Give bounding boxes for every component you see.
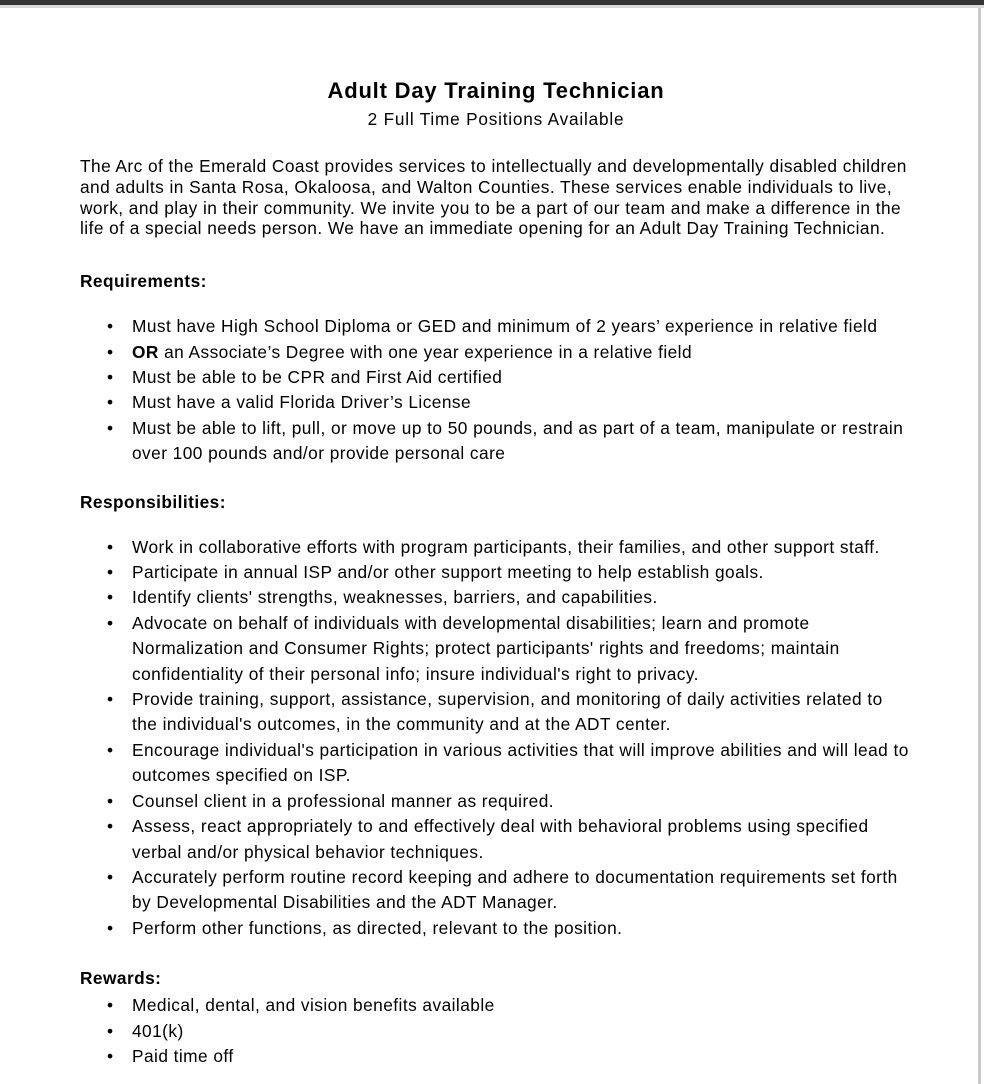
section-heading: Requirements: <box>80 271 207 292</box>
section-heading: Responsibilities: <box>80 491 226 512</box>
section-heading: Rewards: <box>80 968 162 989</box>
list-item: • Provide training, support, assistance, supervision, and monitoring of daily activities related to the individual's outcomes, in the community and at the ADT center. <box>80 687 912 738</box>
section-requirements <box>80 271 912 466</box>
list-item: • Work in collaborative efforts with program participants, their families, and other support staff. <box>80 535 912 560</box>
list-item: • Paid time off <box>80 1044 912 1069</box>
list-item: • Must have High School Diploma or GED and minimum of 2 years’ experience in relative field <box>80 314 912 339</box>
list-item: • Must be able to be CPR and First Aid certified <box>80 365 912 390</box>
list-item: • Encourage individual's participation in various activities that will improve abilities and will lead to outcomes specified on ISP. <box>80 738 912 789</box>
list-item: • Must be able to lift, pull, or move up to 50 pounds, and as part of a team, manipulate or restrain over 100 pounds and/or provide personal care <box>80 416 912 467</box>
list-item: • Must have a valid Florida Driver’s License <box>80 390 912 415</box>
list-item: • Identify clients' strengths, weaknesses, barriers, and capabilities. <box>80 585 912 610</box>
document-header <box>80 78 912 130</box>
bullet-list <box>80 993 912 1069</box>
bullet-list <box>80 535 912 942</box>
list-item: • Advocate on behalf of individuals with developmental disabilities; learn and promote Normalization and Consumer Rights; protect participants' rights and freedoms; maintain confidentiality of their personal info; insure individual's right to privacy. <box>80 611 912 687</box>
sections-container <box>80 271 912 1069</box>
section-rewards <box>80 968 912 1069</box>
list-item: • 401(k) <box>80 1019 912 1044</box>
list-item: • Participate in annual ISP and/or other support meeting to help establish goals. <box>80 560 912 585</box>
list-item: • OR an Associate’s Degree with one year experience in a relative field <box>80 340 912 365</box>
page-right-edge <box>978 8 981 1084</box>
section-responsibilities <box>80 492 912 942</box>
list-item: • Perform other functions, as directed, relevant to the position. <box>80 916 912 941</box>
list-item: • Accurately perform routine record keeping and adhere to documentation requirements set forth by Developmental Disabilities and the ADT Manager. <box>80 865 912 916</box>
list-item: • Medical, dental, and vision benefits available <box>80 993 912 1018</box>
list-item: • Counsel client in a professional manner as required. <box>80 789 912 814</box>
document-title: Adult Day Training Technician <box>327 78 665 103</box>
list-item: • Assess, react appropriately to and effectively deal with behavioral problems using specified verbal and/or physical behavior techniques. <box>80 814 912 865</box>
bullet-list <box>80 314 912 466</box>
intro-paragraph: The Arc of the Emerald Coast provides services to intellectually and developmentally disabled children and adults in Santa Rosa, Okaloosa, and Walton Counties. These services enable individuals to live, work, and play in their community. We invite you to be a part of our team and make a difference in the life of a special needs person. We have an immediate opening for an Adult Day Training Technician. <box>80 156 907 239</box>
document-subtitle: 2 Full Time Positions Available <box>367 109 625 129</box>
window-top-edge-highlight <box>0 5 984 8</box>
